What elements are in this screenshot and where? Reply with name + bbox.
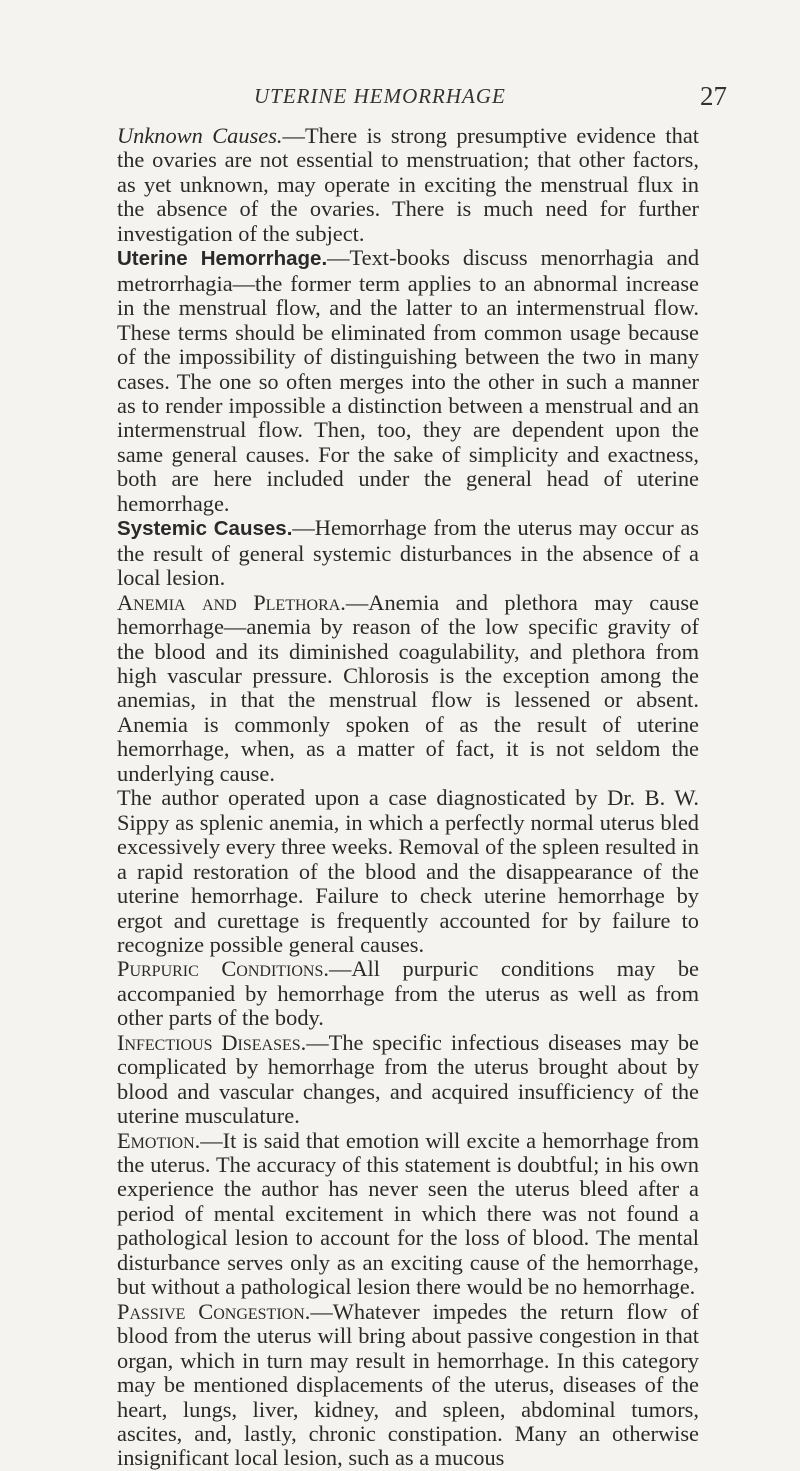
page-number: 27 <box>700 81 727 111</box>
paragraph-case-report <box>117 786 699 957</box>
paragraph-uterine-hemorrhage <box>117 246 699 516</box>
heading-systemic-causes: Systemic Causes. <box>117 517 293 541</box>
paragraph-text: —It is said that emotion will excite a hemorrhage from the uterus. The accuracy of this statement is doubtful; in his own experience the author has never seen the uterus bleed after a period of mental excitement in which there was not found a pathological lesion to account for the loss of blood. The mental disturbance serves only as an exciting cause of the hemorrhage, but without a pathological lesion there would be no hemorrhage. <box>117 1127 699 1300</box>
paragraph-anemia-plethora <box>117 591 699 787</box>
paragraph-text: —Text-books discuss menorrhagia and metrorrhagia—the former term applies to an abnormal increase in the menstrual flow, and the latter to an intermenstrual flow. These terms should be eliminated from common usage because of the impossibility of distinguishing between the two in many cases. The one so often merges into the other in such a manner as to render impossible a distinction between a menstrual and an intermenstrual flow. Then, too, they are dependent upon the same general causes. For the sake of simplicity and exactness, both are here included under the general head of uterine hemorrhage. <box>117 245 700 516</box>
heading-purpuric-conditions: Purpuric Conditions. <box>117 956 329 982</box>
paragraph-purpuric-conditions <box>117 957 699 1030</box>
paragraph-text: —All purpuric conditions may be accompanied by hemorrhage from the uterus as well as from other parts of the body. <box>117 956 699 1031</box>
paragraph-infectious-diseases <box>117 1031 699 1129</box>
paragraph-passive-congestion <box>117 1300 699 1471</box>
paragraph-text: —Hemorrhage from the uterus may occur as the result of general systemic disturbances in the absence of a local lesion. <box>117 515 699 591</box>
heading-unknown-causes: Unknown Causes. <box>117 123 283 148</box>
heading-anemia-plethora: Anemia and Plethora. <box>117 589 346 615</box>
body-text <box>117 124 699 1471</box>
paragraph-text: —The specific infectious diseases may be complicated by hemorrhage from the uterus brought about by blood and vascular changes, and acquired insufficiency of the uterine musculature. <box>117 1029 699 1129</box>
heading-uterine-hemorrhage: Uterine Hemorrhage. <box>117 247 328 271</box>
paragraph-text: The author operated upon a case diagnosticated by Dr. B. W. Sippy as splenic anemia, in which a perfectly normal uterus bled excessively every three weeks. Removal of the spleen resulted in a rapid restoration of the blood and the disappearance of the uterine hemorrhage. Failure to check uterine hemorrhage by ergot and curettage is frequently accounted for by failure to recognize possible general causes. <box>117 785 699 957</box>
heading-infectious-diseases: Infectious Diseases. <box>117 1029 307 1055</box>
running-title: UTERINE HEMORRHAGE <box>254 84 506 108</box>
paragraph-emotion <box>117 1129 699 1300</box>
paragraph-unknown-causes <box>117 124 699 246</box>
paragraph-systemic-causes <box>117 516 699 590</box>
heading-passive-congestion: Passive Congestion. <box>117 1298 311 1324</box>
heading-emotion: Emotion. <box>117 1127 201 1153</box>
paragraph-text: —There is strong presumptive evidence that the ovaries are not essential to menstruation; that other factors, as yet unknown, may operate in exciting the menstrual flux in the absence of the ovaries. There is much need for further investigation of the subject. <box>117 123 699 246</box>
paragraph-text: —Anemia and plethora may cause hemorrhage—anemia by reason of the low specific gravity of the blood and its diminished coagulability, and plethora from high vascular pressure. Chlorosis is the exception among the anemias, in that the menstrual flow is lessened or absent. Anemia is commonly spoken of as the result of uterine hemorrhage, when, as a matter of fact, it is not seldom the underlying cause. <box>117 589 699 786</box>
paragraph-text: —Whatever impedes the return flow of blood from the uterus will bring about passive congestion in that organ, which in turn may result in hemorrhage. In this category may be mentioned displacements of the uterus, diseases of the heart, lungs, liver, kidney, and spleen, abdominal tumors, ascites, and, lastly, chronic constipation. Many an otherwise insignificant local lesion, such as a mucous <box>117 1298 699 1471</box>
